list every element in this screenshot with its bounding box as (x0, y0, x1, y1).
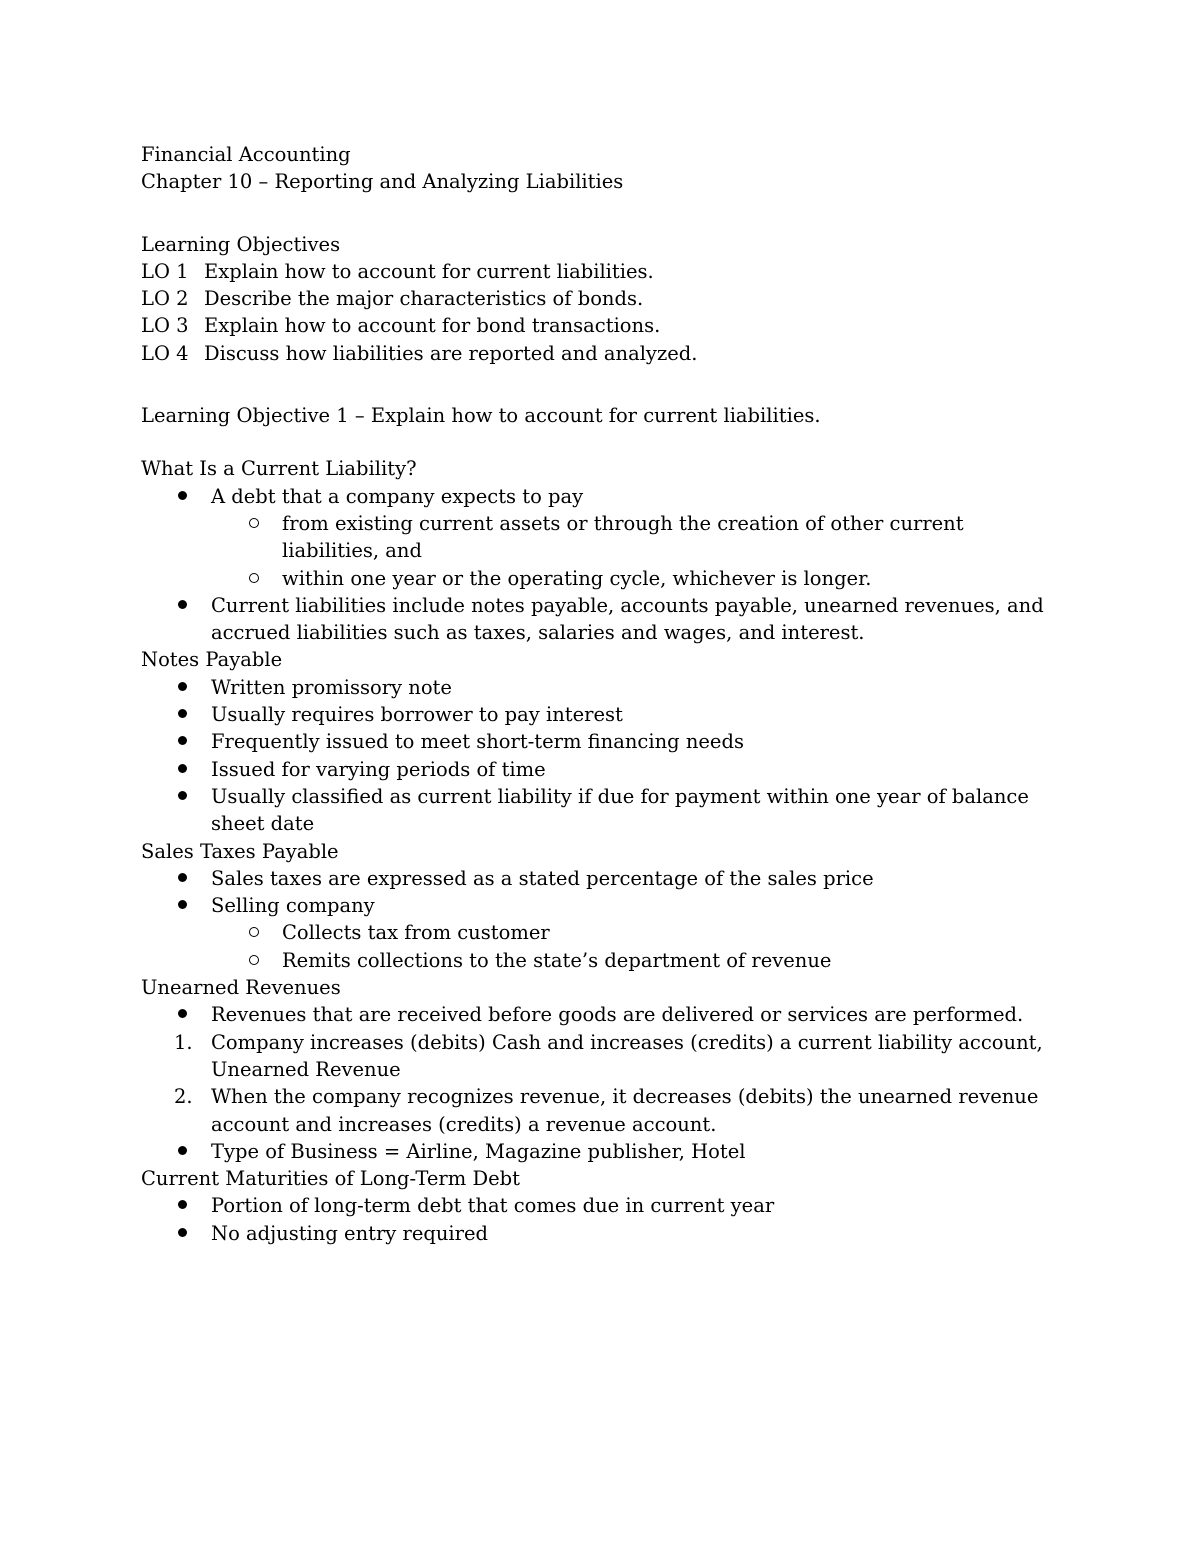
objective-item (141, 312, 1061, 339)
objective-text: Explain how to account for current liabilities. (204, 259, 654, 283)
bullet-icon (178, 900, 187, 909)
list-number: 2. (174, 1085, 193, 1109)
bullet-icon (178, 736, 187, 745)
list-item-text: Usually classified as current liability if due for payment within one year of balance sheet date (211, 784, 1029, 836)
bullet-icon (178, 1228, 187, 1237)
list-subitem (141, 919, 1061, 946)
list-item (141, 1138, 1061, 1165)
numbered-item (141, 1083, 1061, 1138)
list-subitem (141, 947, 1061, 974)
list-item-text: Type of Business = Airline, Magazine publisher, Hotel (211, 1139, 746, 1163)
bullet-icon (178, 491, 187, 500)
objective-code: LO 2 (141, 287, 189, 311)
hollow-bullet-icon (249, 518, 259, 528)
objective-code: LO 1 (141, 259, 189, 283)
lo1-heading: Learning Objective 1 – Explain how to account for current liabilities. (141, 404, 821, 428)
section-heading-unearned-revenues: Unearned Revenues (141, 976, 341, 1000)
chapter-title: Chapter 10 – Reporting and Analyzing Liabilities (141, 170, 624, 194)
bullet-icon (178, 1146, 187, 1155)
bullet-icon (178, 873, 187, 882)
list-item (141, 728, 1061, 755)
list-subitem (141, 565, 1061, 592)
bullet-icon (178, 1009, 187, 1018)
objective-code: LO 3 (141, 314, 189, 338)
list-item-text: Revenues that are received before goods are delivered or services are performed. (211, 1003, 1024, 1027)
list-subitem-text: Remits collections to the state’s department of revenue (282, 948, 832, 972)
objective-item (141, 285, 1061, 312)
section-heading-notes-payable: Notes Payable (141, 648, 283, 672)
section-heading-sales-taxes: Sales Taxes Payable (141, 839, 339, 863)
objectives-heading: Learning Objectives (141, 232, 341, 256)
list-item-text: A debt that a company expects to pay (211, 484, 584, 508)
hollow-bullet-icon (249, 955, 259, 965)
bullet-icon (178, 709, 187, 718)
list-item (141, 1220, 1061, 1247)
hollow-bullet-icon (249, 927, 259, 937)
objective-item (141, 258, 1061, 285)
list-subitem (141, 510, 1061, 565)
course-title: Financial Accounting (141, 143, 351, 166)
list-item-text: Frequently issued to meet short-term financing needs (211, 730, 744, 754)
list-item (141, 865, 1061, 892)
list-item (141, 756, 1061, 783)
list-subitem-text: Collects tax from customer (282, 921, 550, 945)
list-subitem-text: within one year or the operating cycle, whichever is longer. (282, 566, 872, 590)
list-item (141, 1192, 1061, 1219)
section-heading-current-maturities: Current Maturities of Long-Term Debt (141, 1167, 520, 1191)
numbered-item-text: When the company recognizes revenue, it decreases (debits) the unearned revenue account and increases (credits) a revenue account. (211, 1085, 1039, 1136)
list-item-text: Sales taxes are expressed as a stated percentage of the sales price (211, 866, 874, 890)
objective-text: Discuss how liabilities are reported and analyzed. (204, 341, 698, 365)
list-item (141, 592, 1061, 647)
bullet-icon (178, 791, 187, 800)
list-item (141, 701, 1061, 728)
list-number: 1. (174, 1030, 193, 1054)
section-heading-current-liability: What Is a Current Liability? (141, 457, 417, 481)
numbered-item (141, 1029, 1061, 1084)
list-item-text: Portion of long-term debt that comes due in current year (211, 1194, 775, 1218)
list-item-text: Written promissory note (211, 675, 452, 699)
list-item (141, 483, 1061, 510)
bullet-icon (178, 682, 187, 691)
list-item-text: Usually requires borrower to pay interest (211, 703, 623, 727)
list-item (141, 674, 1061, 701)
list-item (141, 783, 1061, 838)
numbered-item-text: Company increases (debits) Cash and increases (credits) a current liability account, Unearned Revenue (211, 1030, 1043, 1081)
list-subitem-text: from existing current assets or through the creation of other current liabilities, and (282, 511, 964, 563)
list-item-text: No adjusting entry required (211, 1221, 488, 1245)
objective-code: LO 4 (141, 341, 189, 365)
list-item-text: Current liabilities include notes payable, accounts payable, unearned revenues, and accrued liabilities such as taxes, salaries and wages, and interest. (211, 593, 1044, 645)
list-item-text: Issued for varying periods of time (211, 757, 546, 781)
hollow-bullet-icon (249, 573, 259, 583)
bullet-icon (178, 600, 187, 609)
bullet-icon (178, 764, 187, 773)
document-page (141, 141, 1061, 1247)
objective-item (141, 340, 1061, 367)
list-item-text: Selling company (211, 894, 375, 918)
objective-text: Describe the major characteristics of bonds. (204, 287, 644, 311)
list-item (141, 892, 1061, 919)
list-item (141, 1001, 1061, 1028)
objective-text: Explain how to account for bond transactions. (204, 314, 661, 338)
bullet-icon (178, 1200, 187, 1209)
